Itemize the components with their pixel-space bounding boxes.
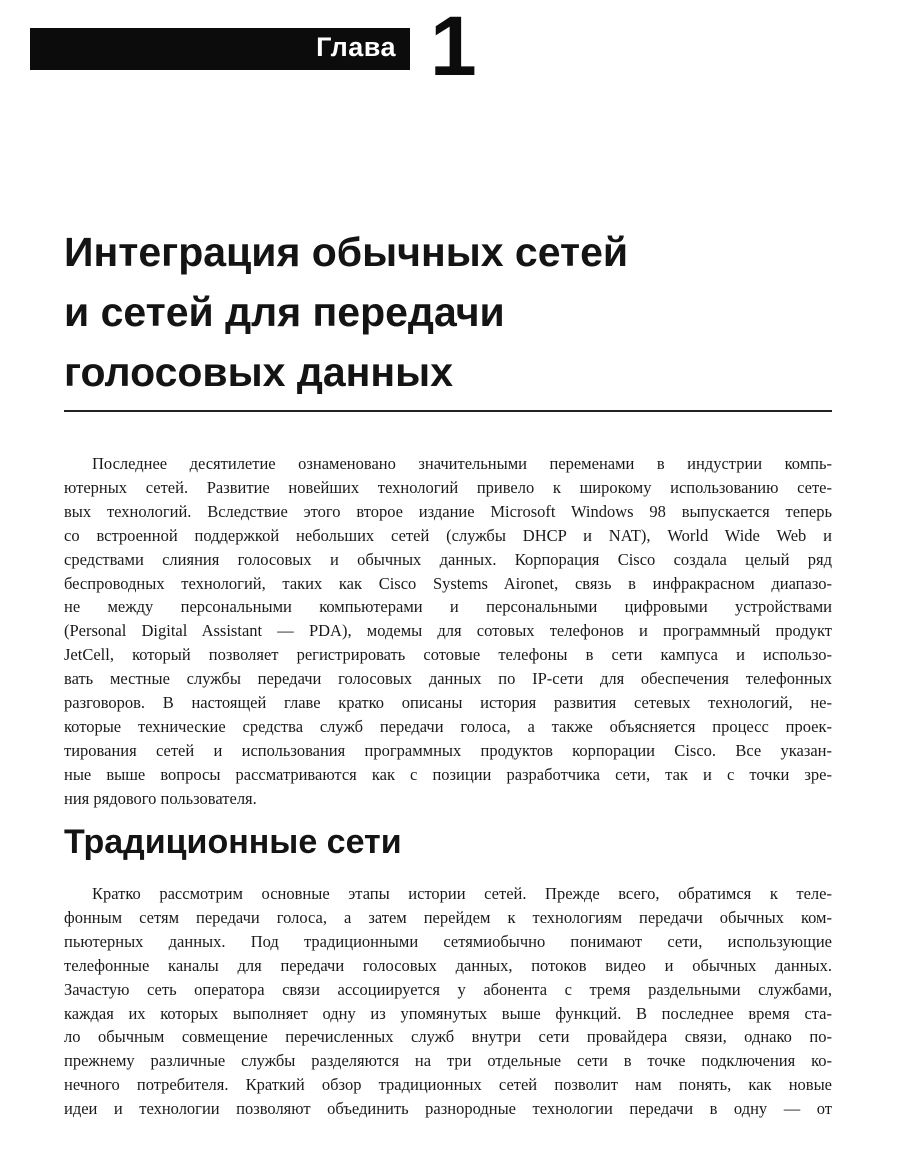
text-line: тирования сетей и использования программных продуктов корпорации Cisco. Все указан- [64, 740, 832, 760]
text-line: средствами слияния голосовых и обычных данных. Корпорация Cisco создала целый ряд [64, 549, 832, 569]
text-line: телефонные каналы для передачи голосовых данных, потоков видео и обычных данных. [64, 955, 832, 975]
chapter-title-line: и сетей для передачи [64, 289, 505, 335]
section-paragraph [64, 882, 832, 1121]
text-line: идеи и технологии позволяют объединить разнородные технологии передачи в одну — от [64, 1099, 832, 1119]
text-line: вать местные службы передачи голосовых данных по IP-сети для обеспечения телефонных [64, 669, 832, 689]
chapter-title-line: Интеграция обычных сетей [64, 229, 629, 275]
text-line: JetCell, который позволяет регистрировать сотовые телефоны в сети кампуса и использо- [64, 645, 832, 665]
text-line: Кратко рассмотрим основные этапы истории сетей. Прежде всего, обратимся к теле- [92, 884, 832, 903]
text-line: не между персональными компьютерами и персональными цифровыми устройствами [64, 597, 832, 617]
text-line: фонным сетям передачи голоса, а затем перейдем к технологиям передачи обычных ком- [64, 907, 832, 927]
text-line: вых технологий. Вследствие этого второе издание Microsoft Windows 98 выпускается теперь [64, 501, 832, 521]
text-line: беспроводных технологий, таких как Cisco Systems Aironet, связь в инфракрасном диапазо- [64, 573, 832, 593]
section-heading: Традиционные сети [64, 823, 402, 861]
intro-paragraph [64, 452, 832, 811]
text-line: ло обычным совмещение перечисленных служб внутри сети провайдера связи, однако по- [64, 1027, 832, 1047]
text-line: Зачастую сеть оператора связи ассоциируется у абонента с тремя раздельными службами, [64, 979, 832, 999]
text-line: разговоров. В настоящей главе кратко описаны история развития сетевых технологий, не- [64, 693, 832, 713]
text-line: которые технические средства служб передачи голоса, а также объясняется процесс проек- [64, 716, 832, 736]
text-line: каждая их которых выполняет одну из упомянутых выше функций. В последнее время ста- [64, 1003, 832, 1023]
text-line: Последнее десятилетие ознаменовано значительными переменами в индустрии компь- [92, 454, 832, 473]
chapter-label-bar [30, 28, 410, 70]
text-line: нечного потребителя. Краткий обзор традиционных сетей позволит нам понять, как новые [64, 1075, 832, 1095]
text-line: (Personal Digital Assistant — PDA), модемы для сотовых телефонов и программный продукт [64, 621, 832, 641]
title-divider [64, 410, 832, 412]
text-line: со встроенной поддержкой небольших сетей (службы DHCP и NAT), World Wide Web и [64, 525, 832, 545]
chapter-title-line: голосовых данных [64, 349, 453, 395]
text-line: пьютерных данных. Под традиционными сетямиобычно понимают сети, использующие [64, 931, 832, 951]
text-line: ютерных сетей. Развитие новейших технологий привело к широкому использованию сете- [64, 477, 832, 497]
text-line: прежнему различные службы разделяются на три отдельные сети в точке подключения ко- [64, 1051, 832, 1071]
text-line: ния рядового пользователя. [64, 788, 257, 808]
text-line: ные выше вопросы рассматриваются как с позиции разработчика сети, так и с точки зре- [64, 764, 832, 784]
chapter-label: Глава [316, 32, 396, 62]
chapter-number: 1 [430, 0, 477, 93]
chapter-title [64, 222, 844, 402]
